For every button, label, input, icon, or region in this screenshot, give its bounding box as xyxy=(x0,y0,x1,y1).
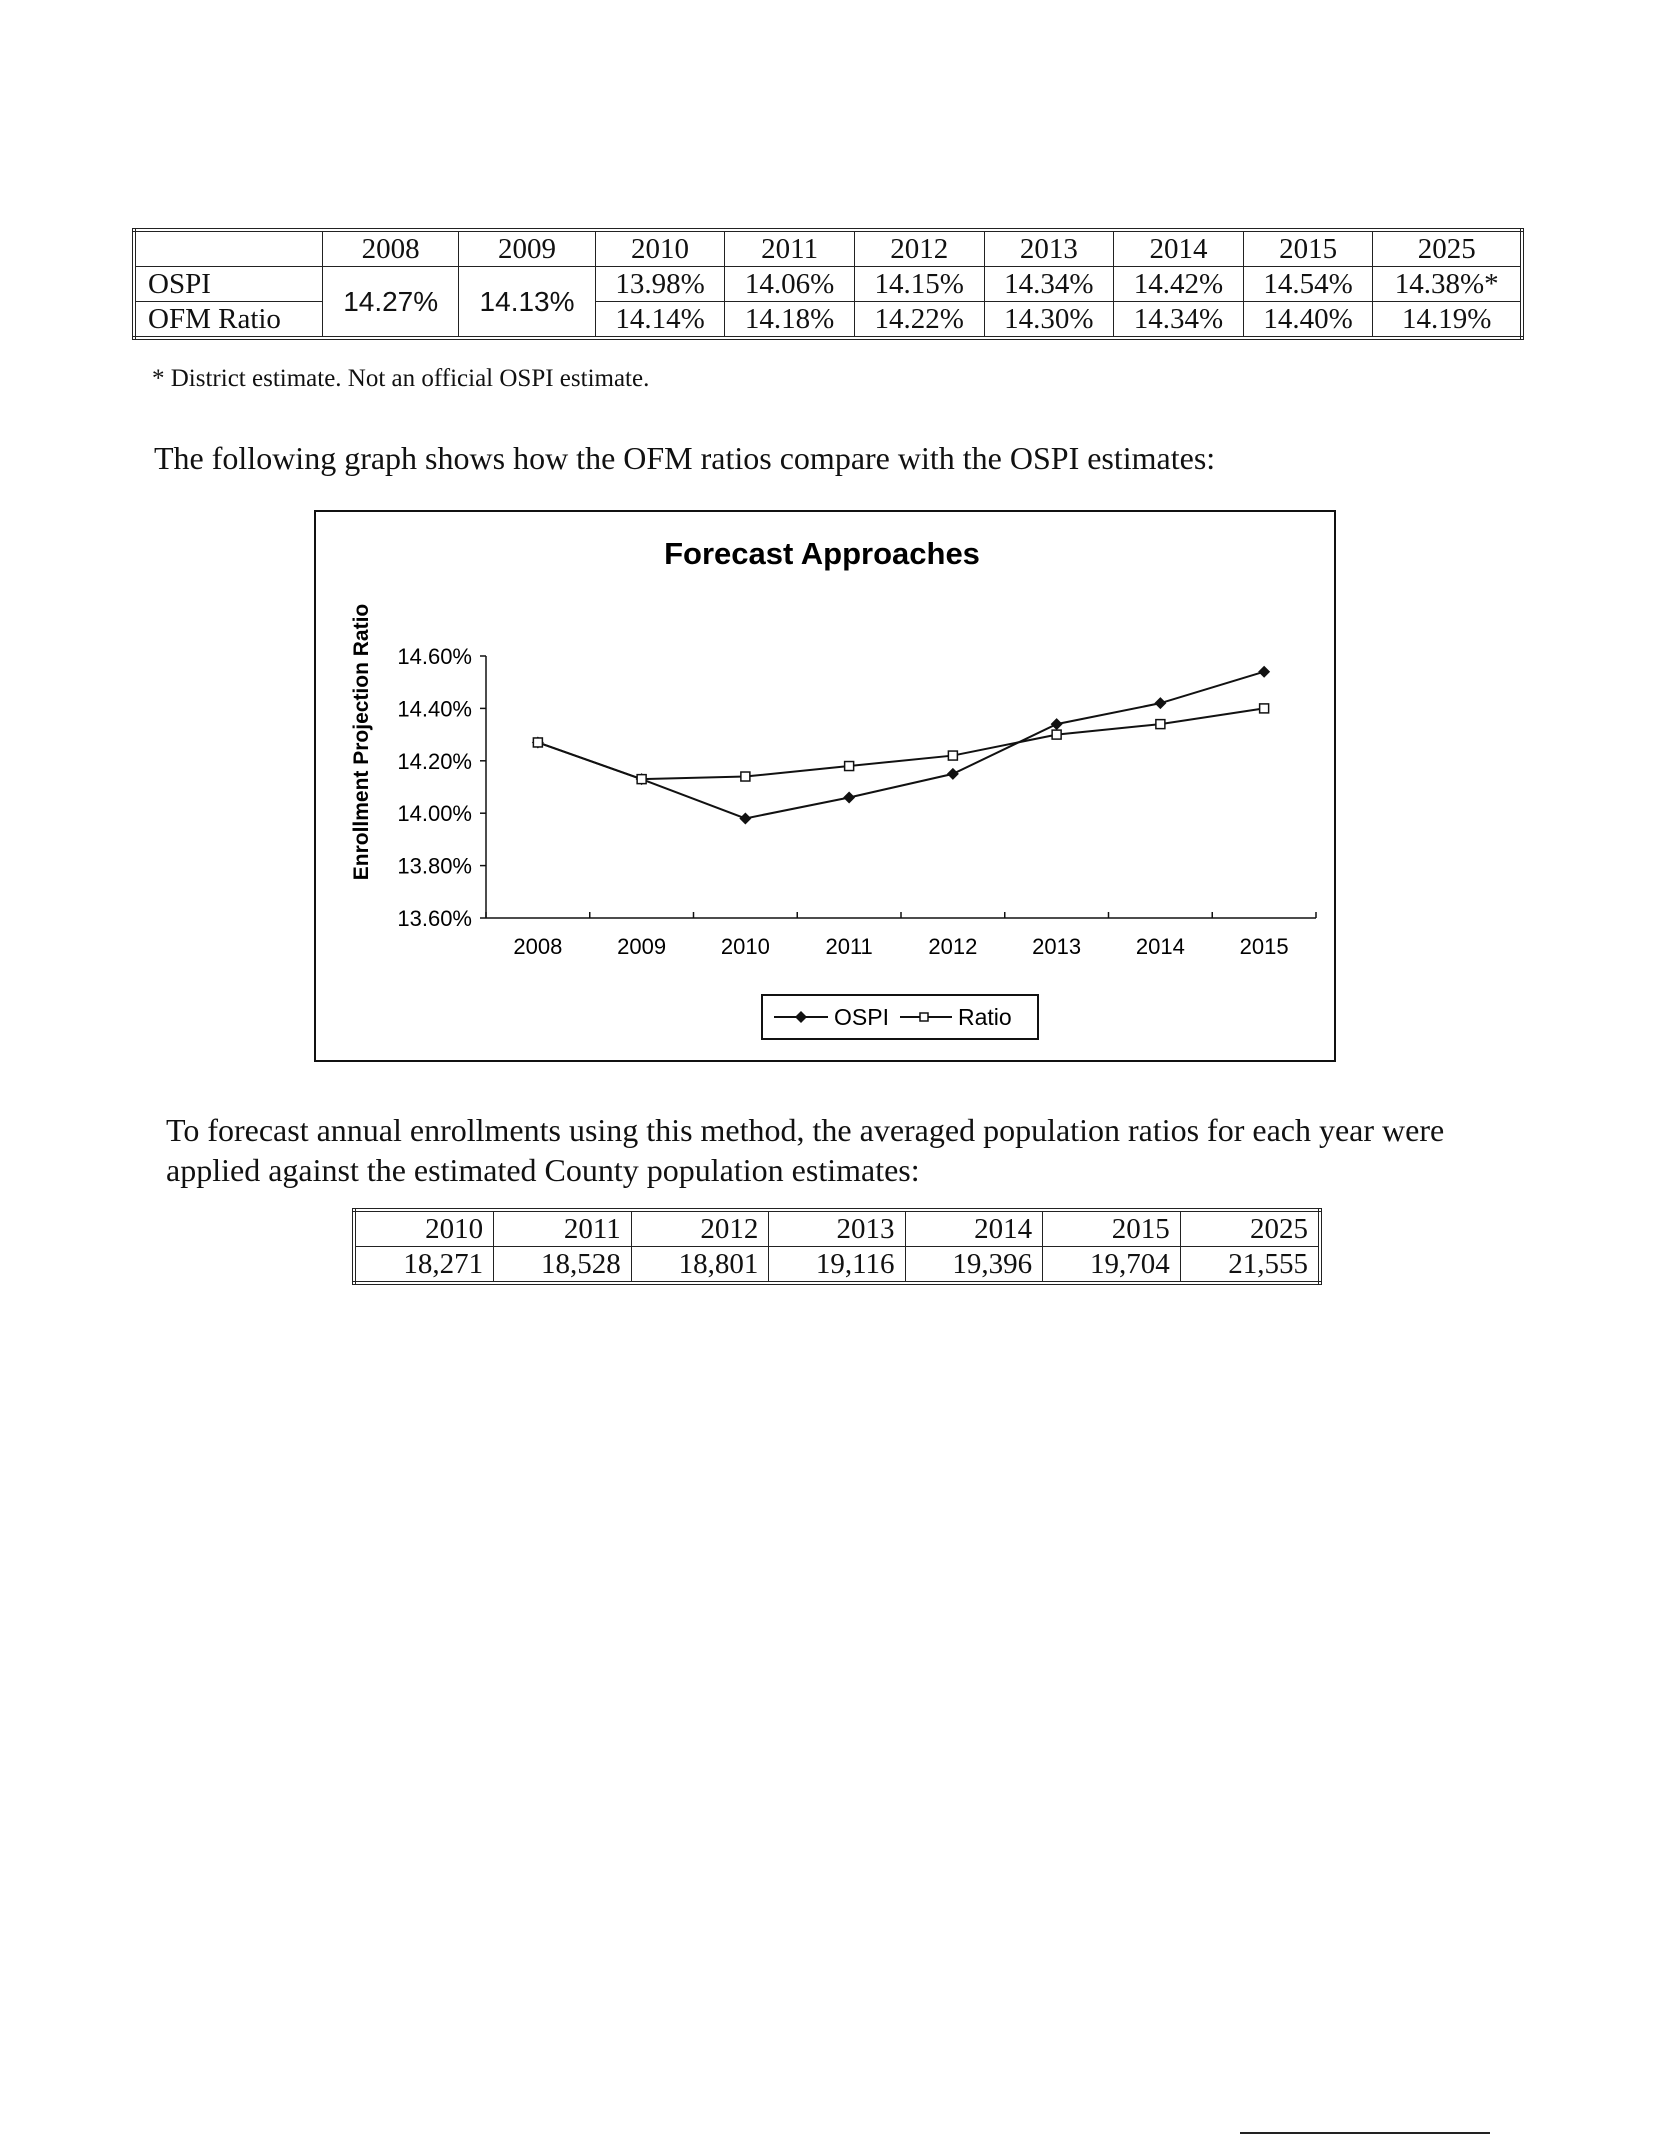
ratio-point xyxy=(845,762,854,771)
population-value-cell: 18,528 xyxy=(494,1247,632,1284)
ospi-ofm-ratio-table xyxy=(132,228,1524,340)
x-tick-label: 2013 xyxy=(1032,934,1082,959)
year-header: 2014 xyxy=(1114,230,1244,267)
footer-rule xyxy=(1240,2132,1490,2134)
ofm-value-cell: 14.14% xyxy=(595,302,725,339)
x-tick-label: 2009 xyxy=(617,934,667,959)
year-header: 2013 xyxy=(769,1210,905,1247)
year-header: 2010 xyxy=(354,1210,494,1247)
chart-title: Forecast Approaches xyxy=(664,536,980,571)
ofm-value-cell: 14.19% xyxy=(1373,302,1522,339)
year-header: 2025 xyxy=(1373,230,1522,267)
x-tick-label: 2008 xyxy=(513,934,563,959)
ospi-value-cell: 13.98% xyxy=(595,267,725,302)
ofm-value-cell: 14.30% xyxy=(984,302,1114,339)
year-header: 2010 xyxy=(595,230,725,267)
table-row xyxy=(134,267,1522,302)
table-row xyxy=(354,1247,1320,1284)
year-header: 2012 xyxy=(631,1210,769,1247)
forecast-chart xyxy=(314,510,1336,1062)
population-value-cell: 18,271 xyxy=(354,1247,494,1284)
y-axis-label: Enrollment Projection Ratio xyxy=(350,603,373,881)
y-tick-label: 14.40% xyxy=(397,696,472,722)
table-header-row xyxy=(134,230,1522,267)
ospi-point xyxy=(1258,666,1270,678)
year-header: 2014 xyxy=(905,1210,1043,1247)
ratio-point xyxy=(533,738,542,747)
chart-canvas xyxy=(316,512,1334,1060)
ospi-point xyxy=(739,812,751,824)
intro-paragraph: The following graph shows how the OFM ratios compare with the OSPI estimates: xyxy=(154,440,1216,476)
population-value-cell: 18,801 xyxy=(631,1247,769,1284)
ofm-value-cell: 14.34% xyxy=(1114,302,1244,339)
merged-value-cell: 14.13% xyxy=(459,267,595,339)
legend-square-icon xyxy=(920,1013,928,1021)
x-tick-label: 2015 xyxy=(1239,934,1289,959)
ofm-value-cell: 14.18% xyxy=(725,302,855,339)
ratio-point xyxy=(1156,720,1165,729)
ospi-point xyxy=(1051,718,1063,730)
ospi-point xyxy=(1154,697,1166,709)
y-tick-label: 14.00% xyxy=(397,801,472,827)
population-value-cell: 19,396 xyxy=(905,1247,1043,1284)
year-header: 2008 xyxy=(323,230,459,267)
ospi-value-cell: 14.15% xyxy=(854,267,984,302)
x-tick-label: 2011 xyxy=(825,934,873,959)
y-tick-label: 13.60% xyxy=(397,906,472,931)
y-tick-label: 14.60% xyxy=(397,644,472,669)
ratio-point xyxy=(741,772,750,781)
table-footnote: * District estimate. Not an official OSPI estimate. xyxy=(152,365,650,392)
ratio-point xyxy=(1260,704,1269,713)
table-header-row xyxy=(354,1210,1320,1247)
ospi-point xyxy=(947,768,959,780)
merged-value-cell: 14.27% xyxy=(323,267,459,339)
population-value-cell: 19,116 xyxy=(769,1247,905,1284)
method-paragraph: To forecast annual enrollments using this method, the averaged population ratios for each year were applied against the estimated County population estimates: xyxy=(166,1112,1445,1188)
legend-ospi-label: OSPI xyxy=(834,1004,889,1030)
ratio-point xyxy=(948,751,957,760)
ospi-value-cell: 14.42% xyxy=(1114,267,1244,302)
ospi-point xyxy=(843,791,855,803)
ospi-value-cell: 14.38%* xyxy=(1373,267,1522,302)
year-header: 2009 xyxy=(459,230,595,267)
y-tick-label: 14.20% xyxy=(397,748,472,774)
year-header: 2015 xyxy=(1243,230,1373,267)
y-tick-label: 13.80% xyxy=(397,853,472,879)
series-line-ospi xyxy=(538,672,1264,819)
year-header: 2012 xyxy=(854,230,984,267)
ospi-value-cell: 14.34% xyxy=(984,267,1114,302)
ofm-value-cell: 14.22% xyxy=(854,302,984,339)
year-header: 2011 xyxy=(725,230,855,267)
year-header: 2013 xyxy=(984,230,1114,267)
empty-header-cell xyxy=(134,230,323,267)
year-header: 2011 xyxy=(494,1210,632,1247)
year-header: 2025 xyxy=(1180,1210,1320,1247)
population-table xyxy=(352,1208,1322,1285)
population-value-cell: 19,704 xyxy=(1043,1247,1181,1284)
year-header: 2015 xyxy=(1043,1210,1181,1247)
x-tick-label: 2014 xyxy=(1135,934,1185,959)
legend-diamond-icon xyxy=(795,1011,807,1023)
ospi-value-cell: 14.54% xyxy=(1243,267,1373,302)
ratio-point xyxy=(1052,730,1061,739)
x-tick-label: 2010 xyxy=(720,934,770,959)
row-label-ospi: OSPI xyxy=(134,267,323,302)
legend-ratio-label: Ratio xyxy=(958,1004,1012,1030)
population-value-cell: 21,555 xyxy=(1180,1247,1320,1284)
ospi-value-cell: 14.06% xyxy=(725,267,855,302)
row-label-ofm-ratio: OFM Ratio xyxy=(134,302,323,339)
x-tick-label: 2012 xyxy=(928,934,978,959)
ratio-point xyxy=(637,775,646,784)
ofm-value-cell: 14.40% xyxy=(1243,302,1373,339)
